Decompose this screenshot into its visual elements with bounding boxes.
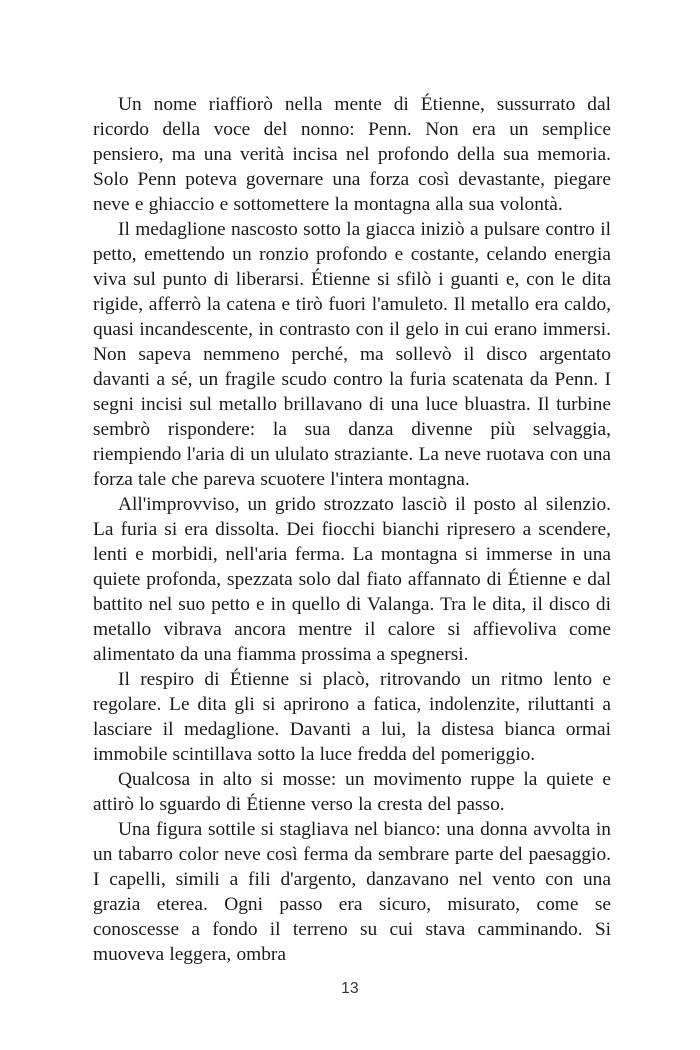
body-paragraph: Un nome riaffiorò nella mente di Étienne, sussurrato dal ricordo della voce del nonno: Penn. Non era un semplice pensiero, ma una verità incisa nel profondo della sua memoria. Solo Penn poteva governare una forza così devastante, piegare neve e ghiaccio e sottomettere la montagna alla sua volontà. (93, 94, 611, 215)
body-paragraph: Una figura sottile si stagliava nel bianco: una donna avvolta in un tabarro color neve così ferma da sembrare parte del paesaggio. I capelli, simili a fili d'argento, danzavano nel vento con una grazia eterea. Ogni passo era sicuro, misurato, come se conoscesse a fondo il terreno su cui stava camminando. Si muoveva leggera, ombra (93, 819, 611, 965)
page-number: 13 (341, 980, 359, 997)
body-paragraph: Il medaglione nascosto sotto la giacca iniziò a pulsare contro il petto, emettendo un ronzio profondo e costante, celando energia viva sul punto di liberarsi. Étienne si sfilò i guanti e, con le dita rigide, afferrò la catena e tirò fuori l'amuleto. Il metallo era caldo, quasi incandescente, in contrasto con il gelo in cui erano immersi. Non sapeva nemmeno perché, ma sollevò il disco argentato davanti a sé, un fragile scudo contro la furia scatenata da Penn. I segni incisi sul metallo brillavano di una luce bluastra. Il turbine sembrò rispondere: la sua danza divenne più selvaggia, riempiendo l'aria di un ululato straziante. La neve ruotava con una forza tale che pareva scuotere l'intera montagna. (93, 219, 611, 490)
body-text-block (93, 92, 611, 967)
body-paragraph: Qualcosa in alto si mosse: un movimento ruppe la quiete e attirò lo sguardo di Étienne verso la cresta del passo. (93, 769, 611, 815)
body-paragraph: Il respiro di Étienne si placò, ritrovando un ritmo lento e regolare. Le dita gli si aprirono a fatica, indolenzite, riluttanti a lasciare il medaglione. Davanti a lui, la distesa bianca ormai immobile scintillava sotto la luce fredda del pomeriggio. (93, 669, 611, 765)
body-paragraph: All'improvviso, un grido strozzato lasciò il posto al silenzio. La furia si era dissolta. Dei fiocchi bianchi ripresero a scendere, lenti e morbidi, nell'aria ferma. La montagna si immerse in una quiete profonda, spezzata solo dal fiato affannato di Étienne e dal battito nel suo petto e in quello di Valanga. Tra le dita, il disco di metallo vibrava ancora mentre il calore si affievoliva come alimentato da una fiamma prossima a spegnersi. (93, 494, 611, 665)
